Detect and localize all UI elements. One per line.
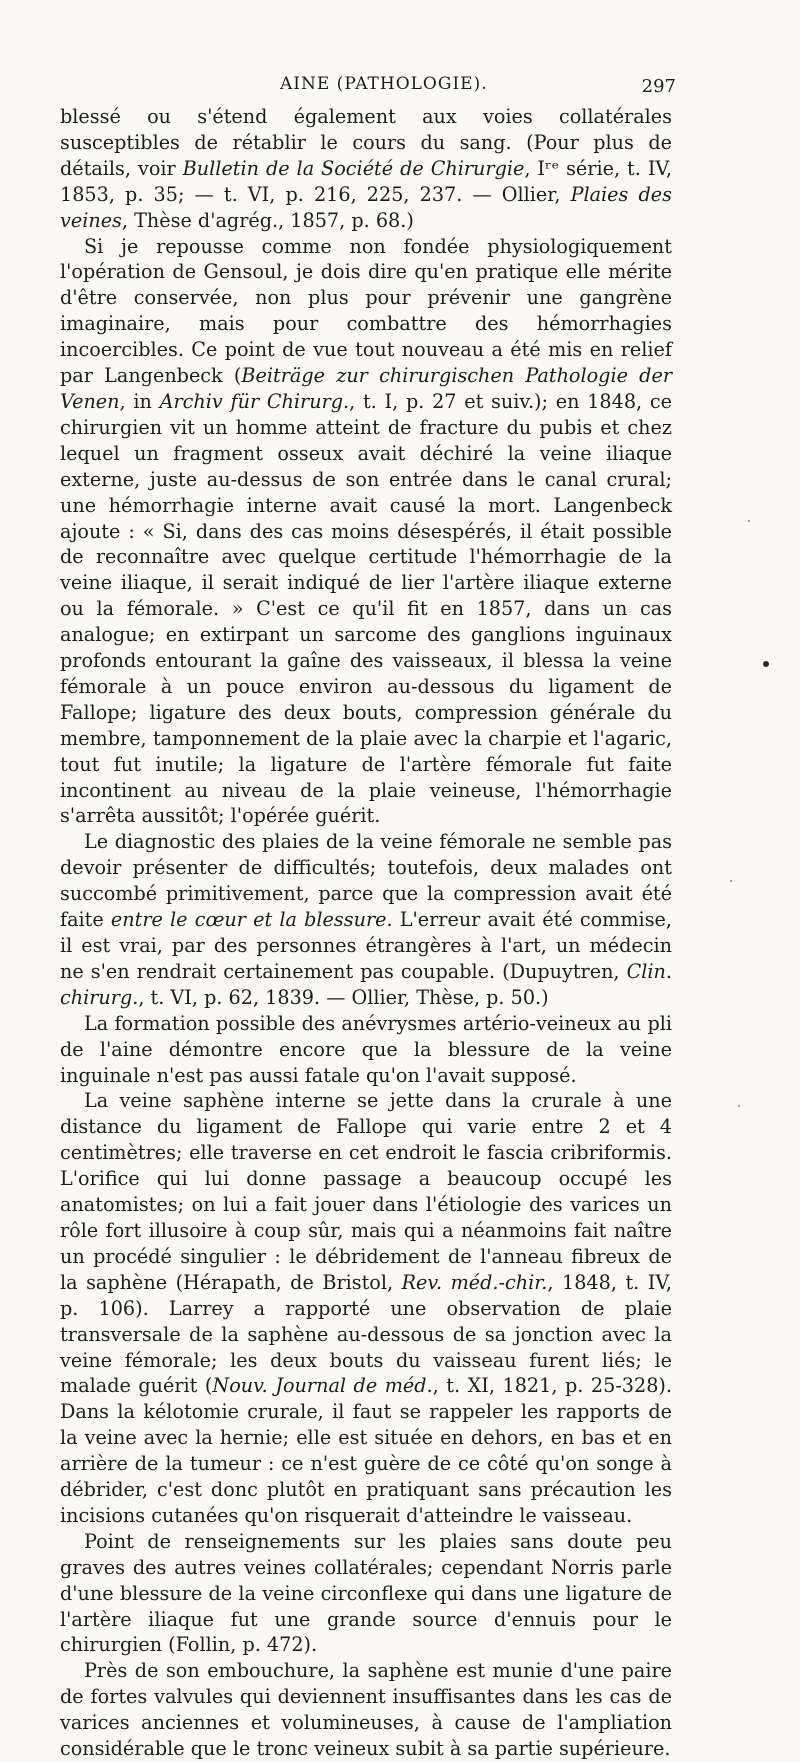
text-run: blessé ou s'étend également aux voies collatérales susceptibles de rétablir le cours du sang. (Pour plus de détails, voir	[60, 105, 672, 180]
text-run: Si je repousse comme non fondée physiologiquement l'opération de Gensoul, je dois dire qu'en pratique elle mérite d'être conservée, non plus pour prévenir une gangrène imaginaire, mais pour combattre des hémorrhagies incoercibles. Ce point de vue tout nouveau a été mis en relief par Langenbeck (	[60, 234, 672, 388]
text-run: Le diagnostic des plaies de la veine fémorale ne semble pas devoir présenter de difficultés; toutefois, deux malades ont succombé primitivement, parce que la compression avait été faite	[60, 830, 672, 932]
running-title: AINE (PATHOLOGIE).	[280, 74, 488, 94]
paragraph	[60, 104, 672, 234]
paragraph	[60, 1088, 672, 1528]
paper-speck	[738, 1105, 740, 1107]
paper-speck	[730, 880, 732, 882]
page-body	[60, 68, 676, 1762]
paragraph	[60, 1658, 672, 1762]
text-run: , 1848, t. IV, p. 106). Larrey a rapporté une observation de plaie transversale de la saphène au-dessous de sa jonction avec la veine fémorale; les deux bouts du vaisseau furent liés; le malade guérit (	[60, 1270, 672, 1398]
text-run: , t. I, p. 27 et suiv.); en 1848, ce chirurgien vit un homme atteint de fracture du pubis et chez lequel un fragment osseux avait déchiré la veine iliaque externe, juste au-dessus de son entrée dans le canal crural; une hémorrhagie interne avait causé la mort. Langenbeck ajoute : « Si, dans des cas moins désespérés, il était possible de reconnaître avec quelque certitude l'hémorrhagie de la veine iliaque, il serait indiqué de lier l'artère iliaque externe ou la fémorale. » C'est ce qu'il fit en 1857, dans un cas analogue; en extirpant un sarcome des ganglions inguinaux profonds entourant la gaîne des vaisseaux, il blessa la veine fémorale à un pouce environ au-dessous du ligament de Fallope; ligature des deux bouts, compression générale du membre, tamponnement de la plaie avec la charpie et l'agaric, tout fut inutile; la ligature de l'artère fémorale fut faite incontinent au niveau de la plaie veineuse, l'hémorrhagie s'arrêta aussitôt; l'opérée guérit.	[60, 389, 672, 828]
italic-citation: Clin. chirurg.	[60, 959, 672, 1009]
italic-citation: Archiv für Chirurg.	[159, 389, 350, 413]
page-number: 297	[641, 76, 676, 97]
italic-citation: entre le cœur et la blessure	[110, 908, 387, 932]
text-run: Point de renseignements sur les plaies sans doute peu graves des autres veines collatérales; cependant Norris parle d'une blessure de la veine circonflexe qui dans une ligature de l'artère iliaque fut une grande source d'ennuis pour le chirurgien (Follin, p. 472).	[60, 1529, 672, 1657]
paragraph	[60, 234, 672, 830]
italic-citation: Rev. méd.-chir.	[401, 1270, 548, 1294]
text-run: La formation possible des anévrysmes artério-veineux au pli de l'aine démontre encore que la blessure de la veine inguinale n'est pas aussi fatale qu'on l'avait supposé.	[60, 1011, 672, 1087]
italic-citation: Bulletin de la Société de Chirurgie	[182, 156, 525, 180]
margin-ink-dot	[763, 661, 769, 667]
italic-citation: Nouv. Journal de méd.	[212, 1374, 433, 1398]
text-run: , t. XI, 1821, p. 25-328). Dans la kélotomie crurale, il faut se rappeler les rapports de la veine avec la hernie; elle est située en dehors, en bas et en arrière de la tumeur : ce n'est guère de ce côté qu'on songe à débrider, c'est donc plutôt en pratiquant sans précaution les incisions cutanées qu'on risquerait d'atteindre le vaisseau.	[60, 1374, 673, 1527]
text-column	[60, 104, 672, 1762]
text-run: . L'erreur avait été commise, il est vrai, par des personnes étrangères à l'art, un médecin ne s'en rendrait certainement pas coupable. (Dupuytren,	[60, 908, 672, 983]
text-run: Près de son embouchure, la saphène est munie d'une paire de fortes valvules qui deviennent insuffisantes dans les cas de varices anciennes et volumineuses, à cause de l'ampliation considérable que le tronc veineux subit à sa partie supérieure.	[60, 1659, 672, 1761]
italic-citation: Plaies des veines	[60, 182, 672, 232]
paragraph	[60, 1529, 672, 1659]
text-run: , Thèse d'agrég., 1857, p. 68.)	[121, 208, 414, 232]
text-run: , Iʳᵉ série, t. IV, 1853, p. 35; — t. VI, p. 216, 225, 237. — Ollier,	[60, 156, 672, 206]
text-run: , in	[119, 389, 160, 413]
italic-citation: Beiträge zur chirurgischen Pathologie der Venen	[60, 364, 672, 413]
text-run: La veine saphène interne se jette dans la crurale à une distance du ligament de Fallope qui varie entre 2 et 4 centimètres; elle traverse en cet endroit le fascia cribriformis. L'orifice qui lui donne passage a beaucoup occupé les anatomistes; on lui a fait jouer dans l'étiologie des varices un rôle fort illusoire à coup sûr, mais qui a néanmoins fait naître un procédé singulier : le débridement de l'anneau fibreux de la saphène (Hérapath, de Bristol,	[60, 1089, 672, 1294]
paragraph	[60, 829, 672, 1010]
paragraph	[60, 1011, 672, 1089]
paper-speck	[748, 520, 750, 522]
running-header	[60, 68, 676, 100]
text-run: , t. VI, p. 62, 1839. — Ollier, Thèse, p. 50.)	[138, 985, 549, 1009]
